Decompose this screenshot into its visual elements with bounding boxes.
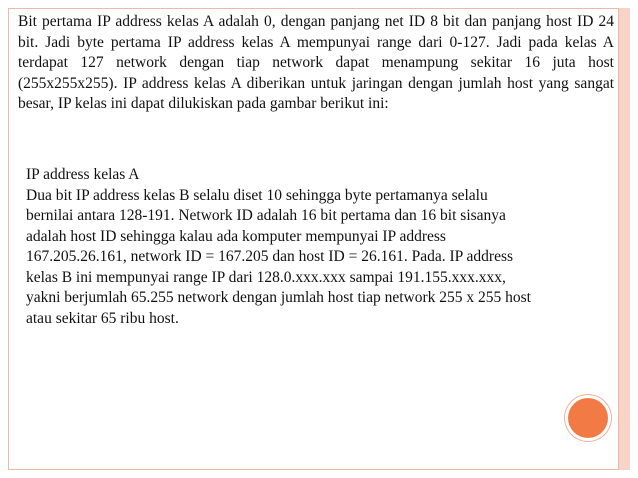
text-line: bernilai antara 128-191. Network ID adalah 16 bit pertama dan 16 bit sisanya	[26, 207, 506, 224]
body-text-block	[26, 165, 612, 329]
text-line: Dua bit IP address kelas B selalu diset 10 sehingga byte pertamanya selalu	[26, 186, 488, 204]
text-line: kelas B ini mempunyai range IP dari 128.0.xxx.xxx sampai 191.155.xxx.xxx,	[26, 268, 506, 286]
text-line: atau sekitar 65 ribu host.	[26, 309, 179, 327]
text-line: yakni berjumlah 65.255 network dengan jumlah host tiap network 255 x 255 host	[26, 289, 531, 306]
decorative-circle	[568, 398, 608, 438]
slide-accent-bar	[618, 8, 630, 470]
text-line: 167.205.26.161, network ID = 167.205 dan host ID = 26.161. Pada. IP address	[26, 248, 514, 265]
section-heading: IP address kelas A	[26, 166, 140, 183]
text-line: adalah host ID sehingga kalau ada komputer mempunyai IP address	[26, 227, 446, 245]
intro-paragraph: Bit pertama IP address kelas A adalah 0, dengan panjang net ID 8 bit dan panjang host ID 24 bit. Jadi byte pertama IP address kelas A mempunyai range dari 0-127. Jadi pada kelas A terdapat 127 network dengan tiap network dapat menampung sekitar 16 juta host (255x255x255). IP address kelas A diberikan untuk jaringan dengan jumlah host yang sangat besar, IP kelas ini dapat dilukiskan pada gambar berikut ini:	[18, 13, 614, 112]
